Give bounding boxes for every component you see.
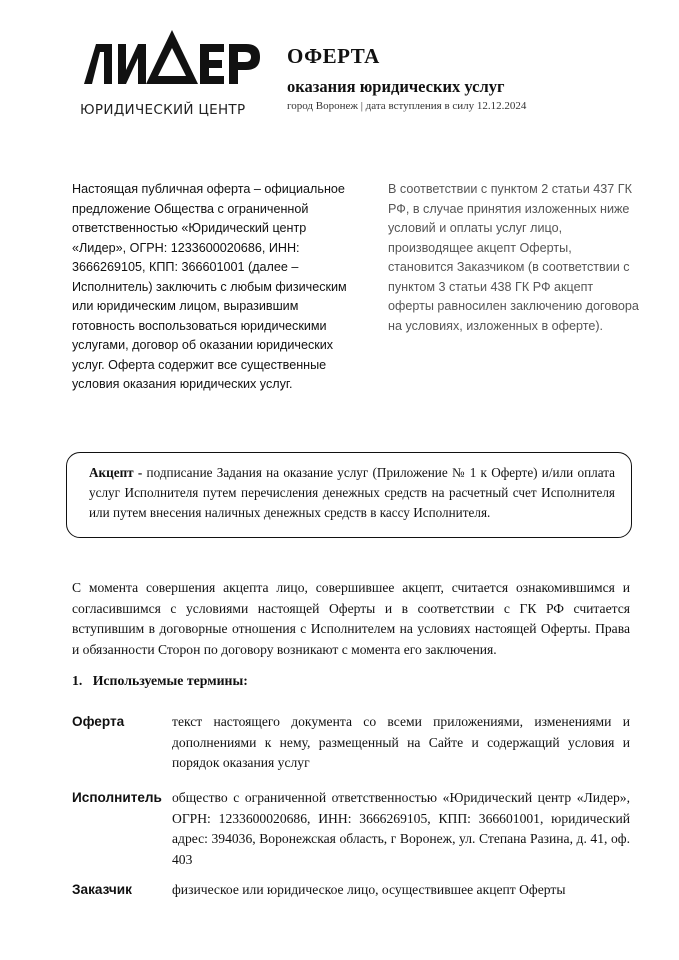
term-offer: Оферта — [72, 714, 125, 729]
term-customer: Заказчик — [72, 882, 132, 897]
section-heading-terms: 1. Используемые термины: — [72, 673, 248, 688]
document-meta: город Воронеж | дата вступления в силу 12.12.2024 — [287, 100, 527, 112]
logo-wordmark — [78, 28, 268, 98]
definition-offer: текст настоящего документа со всеми приложениями, изменениями и дополнениями к нему, размещенный на Сайте и содержащий условия и порядок оказания услуг — [172, 714, 630, 770]
definition-executor: общество с ограниченной ответственностью «Юридический центр «Лидер», ОГРН: 1233600020686, ИНН: 3666269105, КПП: 366601001, юридический адрес: 394036, Воронежская область, г Воронеж, ул. Степана Разина, д. 41, оф. 403 — [172, 790, 630, 867]
intro-left-column: Настоящая публичная оферта – официальное предложение Общества с ограниченной ответственностью «Юридический центр «Лидер», ОГРН: 1233600020686, ИНН: 3666269105, КПП: 366601001 (далее – Исполнитель) заключить с любым физическим или юридическим лицом, выразившим готовность воспользоваться юридическими услугами, договор об оказании юридических услуг. Оферта содержит все существенные условия оказания юридических услуг. — [72, 182, 347, 391]
document-title: ОФЕРТА — [287, 44, 380, 68]
logo-tagline: ЮРИДИЧЕСКИЙ ЦЕНТР — [80, 102, 246, 118]
document-subtitle: оказания юридических услуг — [287, 77, 505, 96]
term-executor: Исполнитель — [72, 790, 162, 805]
acceptance-definition-box — [66, 452, 632, 538]
acceptance-term: Акцепт - — [89, 465, 143, 480]
intro-right-column: В соответствии с пунктом 2 статьи 437 ГК РФ, в случае принятия изложенных ниже условий и оплаты услуг лицо, производящее акцепт Оферты, становится Заказчиком (в соответствии с пунктом 3 статьи 438 ГК РФ акцепт оферты равносилен заключению договора на условиях, изложенных в оферте). — [388, 182, 639, 333]
definition-customer: физическое или юридическое лицо, осуществившее акцепт Оферты — [172, 882, 566, 897]
acceptance-text: подписание Задания на оказание услуг (Приложение № 1 к Оферте) и/или оплата услуг Исполнителя путем перечисления денежных средств на расчетный счет Исполнителя или путем внесения наличных денежных средств в кассу Исполнителя. — [89, 465, 615, 520]
acceptance-paragraph: С момента совершения акцепта лицо, совершившее акцепт, считается ознакомившимся и согласившимся с условиями настоящей Оферты и в соответствии с ГК РФ считается вступившим в договорные отношения с Исполнителем на условиях настоящей Оферты. Права и обязанности Сторон по договору возникают с момента его заключения. — [72, 580, 630, 657]
company-logo — [78, 28, 268, 128]
